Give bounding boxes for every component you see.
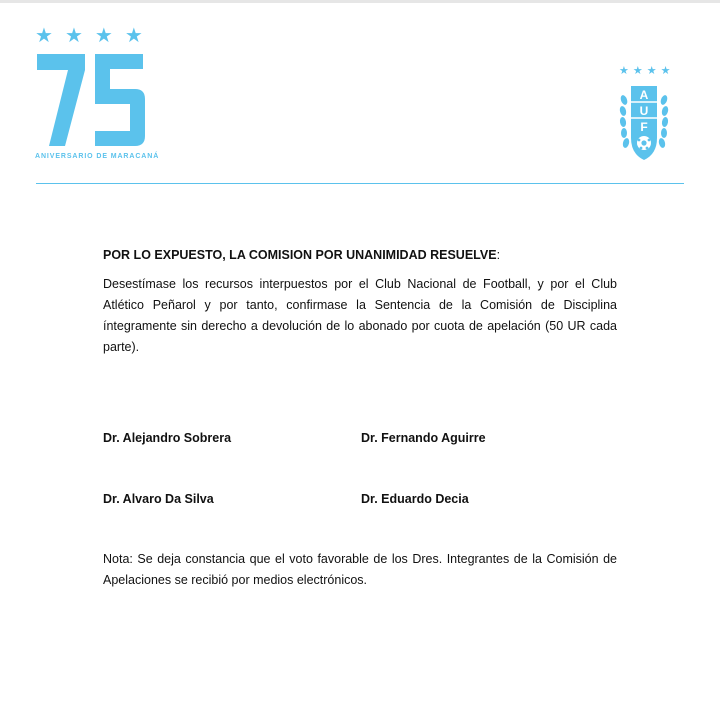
logo-number: 75 [91,112,93,113]
star-icon: ★ [619,65,629,77]
logo-caption: ANIVERSARIO DE MARACANÁ [35,153,160,160]
signatory-name: Dr. Fernando Aguirre [361,431,486,445]
crest-letter: F [640,120,648,134]
signatory-name: Dr. Alejandro Sobrera [103,431,232,445]
star-icon: ★ [94,25,113,47]
crest-stars [619,66,671,77]
resolution-heading-colon: : [496,248,501,262]
signatory-name: Dr. Alvaro Da Silva [103,492,214,506]
star-icon: ★ [64,25,83,47]
star-icon: ★ [35,25,53,47]
star-icon: ★ [646,65,657,77]
star-icon: ★ [124,25,143,47]
maracana-75-logo [35,25,160,171]
electronic-vote-note: Nota: Se deja constancia que el voto favorable de los Dres. Integrantes de la Comisión de Apelaciones se recibió por medios electrónicos. [103,552,617,587]
resolution-body: Desestímase los recursos interpuestos por el Club Nacional de Football, y por el Club Atlético Peñarol y por tanto, confirmase la Sentencia de la Comisión de Disciplina íntegramente sin derecho a devolución de lo abonado por cuota de apelación (50 UR cada parte). [103,277,617,354]
crest-shield-icon [617,80,671,164]
logo-75-numerals [35,52,147,148]
auf-crest [617,66,671,166]
logo-stars [35,26,143,46]
resolution-heading-text: POR LO EXPUESTO, LA COMISION POR UNANIMIDAD RESUELVE [103,248,497,262]
resolution-section [103,248,617,358]
top-border [0,0,720,3]
header-divider [36,183,684,184]
crest-letter: U [639,104,649,118]
star-icon: ★ [632,65,643,77]
star-icon: ★ [660,65,671,77]
crest-letter: A [639,88,649,102]
signatory-name: Dr. Eduardo Decia [361,492,469,506]
resolution-heading [103,248,617,262]
